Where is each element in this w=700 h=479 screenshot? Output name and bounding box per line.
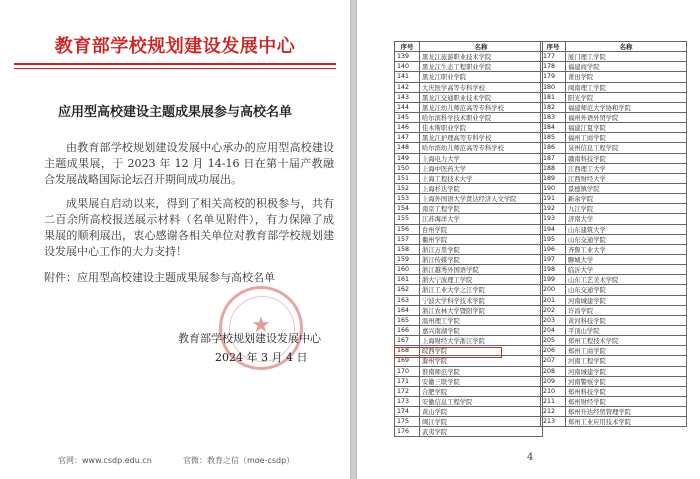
- row-number: 196: [541, 244, 566, 254]
- row-number: 173: [395, 396, 420, 406]
- school-name: 济南大学: [566, 214, 687, 224]
- row-number: 191: [541, 194, 566, 204]
- table-row: [395, 407, 543, 417]
- row-number: 169: [395, 356, 420, 366]
- header-rule-thick: [14, 63, 336, 65]
- row-number: 163: [395, 295, 420, 305]
- row-number: 192: [541, 204, 566, 214]
- table-row: [395, 376, 543, 386]
- table-row: [395, 224, 543, 234]
- school-name: 郑州工商学院: [566, 346, 687, 356]
- table-row: [395, 285, 543, 295]
- table-row: [541, 72, 687, 82]
- footer-website: 官网：www.csdp.edu.cn: [58, 456, 152, 465]
- table-row: [541, 254, 687, 264]
- table-row: [395, 234, 543, 244]
- row-number: 171: [395, 376, 420, 386]
- row-number: 188: [541, 163, 566, 173]
- school-name: 江西财经大学: [566, 173, 687, 183]
- school-name: 哈尔滨科学技术职业学院: [420, 112, 543, 122]
- school-name: 衢州学院: [420, 234, 543, 244]
- row-number: 199: [541, 275, 566, 285]
- row-number: 182: [541, 102, 566, 112]
- table-row: [395, 305, 543, 315]
- row-number: 167: [395, 336, 420, 346]
- school-name: 福建江夏学院: [566, 123, 687, 133]
- school-name: 滁州学院: [420, 356, 543, 366]
- table-row: [541, 265, 687, 275]
- table-row: [395, 244, 543, 254]
- row-number: 211: [541, 396, 566, 406]
- row-number: 200: [541, 285, 566, 295]
- school-name: 山东建筑大学: [566, 224, 687, 234]
- table-row: [541, 275, 687, 285]
- school-name: 泉州信息工程学院: [566, 143, 687, 153]
- row-number: 183: [541, 112, 566, 122]
- row-number: 189: [541, 173, 566, 183]
- school-name: 上海电力大学: [420, 153, 543, 163]
- table-row: [541, 356, 687, 366]
- row-number: 158: [395, 244, 420, 254]
- row-number: 166: [395, 325, 420, 335]
- school-name: 九江学院: [566, 204, 687, 214]
- table-row: [395, 214, 543, 224]
- table-row: [395, 336, 543, 346]
- school-name: 许昌学院: [566, 305, 687, 315]
- table-row: [395, 112, 543, 122]
- table-row: [541, 244, 687, 254]
- row-number: 142: [395, 82, 420, 92]
- table-row: [541, 305, 687, 315]
- school-name: 哈尔滨幼儿师范高等专科学校: [420, 143, 543, 153]
- school-name: 闽南理工学院: [566, 82, 687, 92]
- row-number: 143: [395, 92, 420, 102]
- header-number: 序号: [541, 42, 566, 52]
- table-row: [395, 204, 543, 214]
- footer-wechat: 官微：教育之信（moe-csdp）: [183, 456, 295, 465]
- school-name: 山东工艺美术学院: [566, 275, 687, 285]
- row-number: 160: [395, 265, 420, 275]
- row-number: 197: [541, 254, 566, 264]
- table-row: [395, 133, 543, 143]
- row-number: 206: [541, 346, 566, 356]
- school-name: 温州理工学院: [420, 315, 543, 325]
- row-number: 195: [541, 234, 566, 244]
- table-row: [541, 325, 687, 335]
- school-name: 郑州财经学院: [566, 396, 687, 406]
- row-number: 184: [541, 123, 566, 133]
- school-name: 郑州科技学院: [566, 386, 687, 396]
- school-table-left: [394, 41, 543, 437]
- header-number: 序号: [395, 42, 420, 52]
- row-number: 193: [541, 214, 566, 224]
- row-number: 170: [395, 366, 420, 376]
- row-number: 150: [395, 163, 420, 173]
- header-name: 名称: [566, 42, 687, 52]
- table-row: [395, 102, 543, 112]
- table-row: [541, 386, 687, 396]
- school-name: 南京工程学院: [420, 204, 543, 214]
- school-name: 黑龙江交通职业技术学院: [420, 92, 543, 102]
- row-number: 159: [395, 254, 420, 264]
- school-name: 赣南科技学院: [566, 153, 687, 163]
- table-row: [541, 234, 687, 244]
- table-row: [395, 396, 543, 406]
- row-number: 147: [395, 133, 420, 143]
- row-number: 153: [395, 194, 420, 204]
- table-row: [541, 214, 687, 224]
- row-number: 164: [395, 305, 420, 315]
- table-row: [395, 72, 543, 82]
- row-number: 207: [541, 356, 566, 366]
- school-name: 江西理工大学: [566, 163, 687, 173]
- table-row: [541, 112, 687, 122]
- school-name: 聊城大学: [566, 254, 687, 264]
- row-number: 181: [541, 92, 566, 102]
- table-row: [541, 123, 687, 133]
- school-name: 平顶山学院: [566, 325, 687, 335]
- school-name: 景德镇学院: [566, 183, 687, 193]
- table-row: [541, 92, 687, 102]
- row-number: 141: [395, 72, 420, 82]
- school-name: 黑龙江幼儿师范高等专科学校: [420, 102, 543, 112]
- table-row: [541, 346, 687, 356]
- row-number: 175: [395, 417, 420, 427]
- row-number: 146: [395, 123, 420, 133]
- row-number: 187: [541, 153, 566, 163]
- table-row: [395, 315, 543, 325]
- signature-date: 2024 年 3 月 4 日: [215, 351, 308, 364]
- table-row: [541, 143, 687, 153]
- table-header-row: [395, 42, 543, 52]
- table-row: [395, 417, 543, 427]
- table-row: [541, 295, 687, 305]
- school-name: 河南警察学院: [566, 376, 687, 386]
- school-name: 浙江工业大学之江学院: [420, 285, 543, 295]
- table-row: [541, 62, 687, 72]
- table-row: [541, 153, 687, 163]
- row-number: 156: [395, 224, 420, 234]
- school-name: 浙江传媒学院: [420, 254, 543, 264]
- table-row: [541, 285, 687, 295]
- attachment-note: 附件：应用型高校建设主题成果展参与高校名单: [44, 271, 275, 284]
- school-name: 新余学院: [566, 194, 687, 204]
- school-name: 福州外语外贸学院: [566, 112, 687, 122]
- table-row: [395, 183, 543, 193]
- row-number: 213: [541, 417, 566, 427]
- table-row: [395, 62, 543, 72]
- row-number: 190: [541, 183, 566, 193]
- school-name: 黄河科技学院: [566, 315, 687, 325]
- table-row: [541, 366, 687, 376]
- row-number: 168: [395, 346, 420, 356]
- page-number: 4: [527, 452, 534, 463]
- table-row: [541, 204, 687, 214]
- row-number: 162: [395, 285, 420, 295]
- row-number: 149: [395, 153, 420, 163]
- row-number: 144: [395, 102, 420, 112]
- document-title: 应用型高校建设主题成果展参与高校名单: [57, 105, 292, 120]
- table-row: [395, 265, 543, 275]
- table-row: [541, 173, 687, 183]
- school-list-page: [357, 0, 700, 479]
- row-number: 202: [541, 305, 566, 315]
- signature-organization: 教育部学校规划建设发展中心: [178, 332, 321, 345]
- row-number: 205: [541, 336, 566, 346]
- school-name: 郑州升达经贸管理学院: [566, 407, 687, 417]
- school-name: 福建商学院: [566, 62, 687, 72]
- row-number: 177: [541, 52, 566, 62]
- row-number: 203: [541, 315, 566, 325]
- table-row: [395, 366, 543, 376]
- school-name: 山东交通学院: [566, 234, 687, 244]
- row-number: 209: [541, 376, 566, 386]
- school-name: 河南工程学院: [566, 356, 687, 366]
- school-name: 福州工商学院: [566, 133, 687, 143]
- table-row: [541, 396, 687, 406]
- table-row: [395, 173, 543, 183]
- table-row: [541, 194, 687, 204]
- school-name: 合肥学院: [420, 386, 543, 396]
- school-name: 阳光学院: [566, 92, 687, 102]
- school-name: 上海外国语大学贤达经济人文学院: [420, 194, 543, 204]
- school-name: 大庆医学高等专科学校: [420, 82, 543, 92]
- school-name: 宁波大学科学技术学院: [420, 295, 543, 305]
- row-number: 157: [395, 234, 420, 244]
- row-number: 210: [541, 386, 566, 396]
- row-number: 178: [541, 62, 566, 72]
- table-row: [541, 336, 687, 346]
- school-name: 黄山学院: [420, 407, 543, 417]
- row-number: 148: [395, 143, 420, 153]
- row-number: 185: [541, 133, 566, 143]
- row-number: 155: [395, 214, 420, 224]
- row-number: 145: [395, 112, 420, 122]
- school-name: 武夷学院: [420, 427, 543, 437]
- school-name: 浙江越秀外国语学院: [420, 265, 543, 275]
- school-name: 福建师范大学协和学院: [566, 102, 687, 112]
- table-row: [541, 52, 687, 62]
- seal-star-icon: ★: [251, 313, 271, 338]
- table-row: [541, 82, 687, 92]
- school-name: 江苏海洋大学: [420, 214, 543, 224]
- table-row: [395, 275, 543, 285]
- row-number: 140: [395, 62, 420, 72]
- table-row: [395, 92, 543, 102]
- row-number: 204: [541, 325, 566, 335]
- row-number: 154: [395, 204, 420, 214]
- table-header-row: [541, 42, 687, 52]
- table-row: [395, 386, 543, 396]
- school-name: 上海中医药大学: [420, 163, 543, 173]
- row-number: 151: [395, 173, 420, 183]
- row-number: 179: [541, 72, 566, 82]
- school-name: 齐鲁工业大学: [566, 244, 687, 254]
- table-row: [395, 254, 543, 264]
- table-row: [541, 407, 687, 417]
- table-row: [395, 143, 543, 153]
- row-number: 186: [541, 143, 566, 153]
- table-row: [395, 325, 543, 335]
- highlight-box-row-169: [394, 347, 502, 358]
- school-name: 河南城建学院: [566, 295, 687, 305]
- table-row: [541, 102, 687, 112]
- school-name: 安徽信息工程学院: [420, 396, 543, 406]
- school-name: 浙江万里学院: [420, 244, 543, 254]
- table-row: [395, 82, 543, 92]
- row-number: 194: [541, 224, 566, 234]
- row-number: 139: [395, 52, 420, 62]
- row-number: 165: [395, 315, 420, 325]
- row-number: 172: [395, 386, 420, 396]
- table-row: [395, 163, 543, 173]
- org-header: 教育部学校规划建设发展中心: [54, 36, 296, 57]
- school-name: 佳木斯职业学院: [420, 123, 543, 133]
- table-row: [395, 295, 543, 305]
- row-number: 212: [541, 407, 566, 417]
- school-name: 山东交通学院: [566, 285, 687, 295]
- header-rule-thin: [14, 68, 336, 69]
- school-name: 黑龙江旅游职业技术学院: [420, 52, 543, 62]
- school-name: 皖西学院: [420, 346, 543, 356]
- school-name: 莆田学院: [566, 72, 687, 82]
- school-name: 临沂大学: [566, 265, 687, 275]
- school-name: 淮南师范学院: [420, 366, 543, 376]
- row-number: 152: [395, 183, 420, 193]
- table-row: [541, 163, 687, 173]
- table-row: [395, 52, 543, 62]
- header-name: 名称: [420, 42, 543, 52]
- school-name: 上海工程技术大学: [420, 173, 543, 183]
- table-row: [395, 194, 543, 204]
- school-name: 黑龙江生态工程职业学院: [420, 62, 543, 72]
- row-number: 174: [395, 407, 420, 417]
- table-row: [395, 123, 543, 133]
- school-name: 黑龙江职业学院: [420, 72, 543, 82]
- table-row: [541, 376, 687, 386]
- school-name: 浙大宁波理工学院: [420, 275, 543, 285]
- table-row: [541, 417, 687, 427]
- body-paragraph-2: 成果展自启动以来，得到了相关高校的积极参与，共有二百余所高校报送展示材料（名单见附件），有力保障了成果展的顺利展出，衷心感谢各相关单位对教育部学校规划建设发展中心工作的大力支持！: [44, 197, 334, 258]
- table-row: [541, 315, 687, 325]
- school-name: 上海杉达学院: [420, 183, 543, 193]
- school-name: 河南城建学院: [566, 366, 687, 376]
- table-row: [541, 183, 687, 193]
- school-name: 浙江农林大学暨阳学院: [420, 305, 543, 315]
- school-name: 闽江学院: [420, 417, 543, 427]
- row-number: 176: [395, 427, 420, 437]
- row-number: 198: [541, 265, 566, 275]
- row-number: 161: [395, 275, 420, 285]
- table-row: [541, 133, 687, 143]
- school-name: 台州学院: [420, 224, 543, 234]
- school-name: 郑州工程技术学院: [566, 336, 687, 346]
- school-table-right: [540, 41, 687, 427]
- row-number: 201: [541, 295, 566, 305]
- school-name: 上海财经大学浙江学院: [420, 336, 543, 346]
- school-name: 黑龙江护理高等专科学校: [420, 133, 543, 143]
- row-number: 180: [541, 82, 566, 92]
- school-name: 嘉兴南湖学院: [420, 325, 543, 335]
- table-row: [395, 153, 543, 163]
- row-number: 208: [541, 366, 566, 376]
- school-name: 安徽三联学院: [420, 376, 543, 386]
- table-row: [395, 427, 543, 437]
- school-name: 郑州工业应用技术学院: [566, 417, 687, 427]
- body-paragraph-1: 由教育部学校规划建设发展中心承办的应用型高校建设主题成果展，于 2023 年 12 月 14-16 日在第十届产教融合发展战略国际论坛召开期间成功展出。: [44, 141, 334, 186]
- table-row: [541, 224, 687, 234]
- school-name: 厦门理工学院: [566, 52, 687, 62]
